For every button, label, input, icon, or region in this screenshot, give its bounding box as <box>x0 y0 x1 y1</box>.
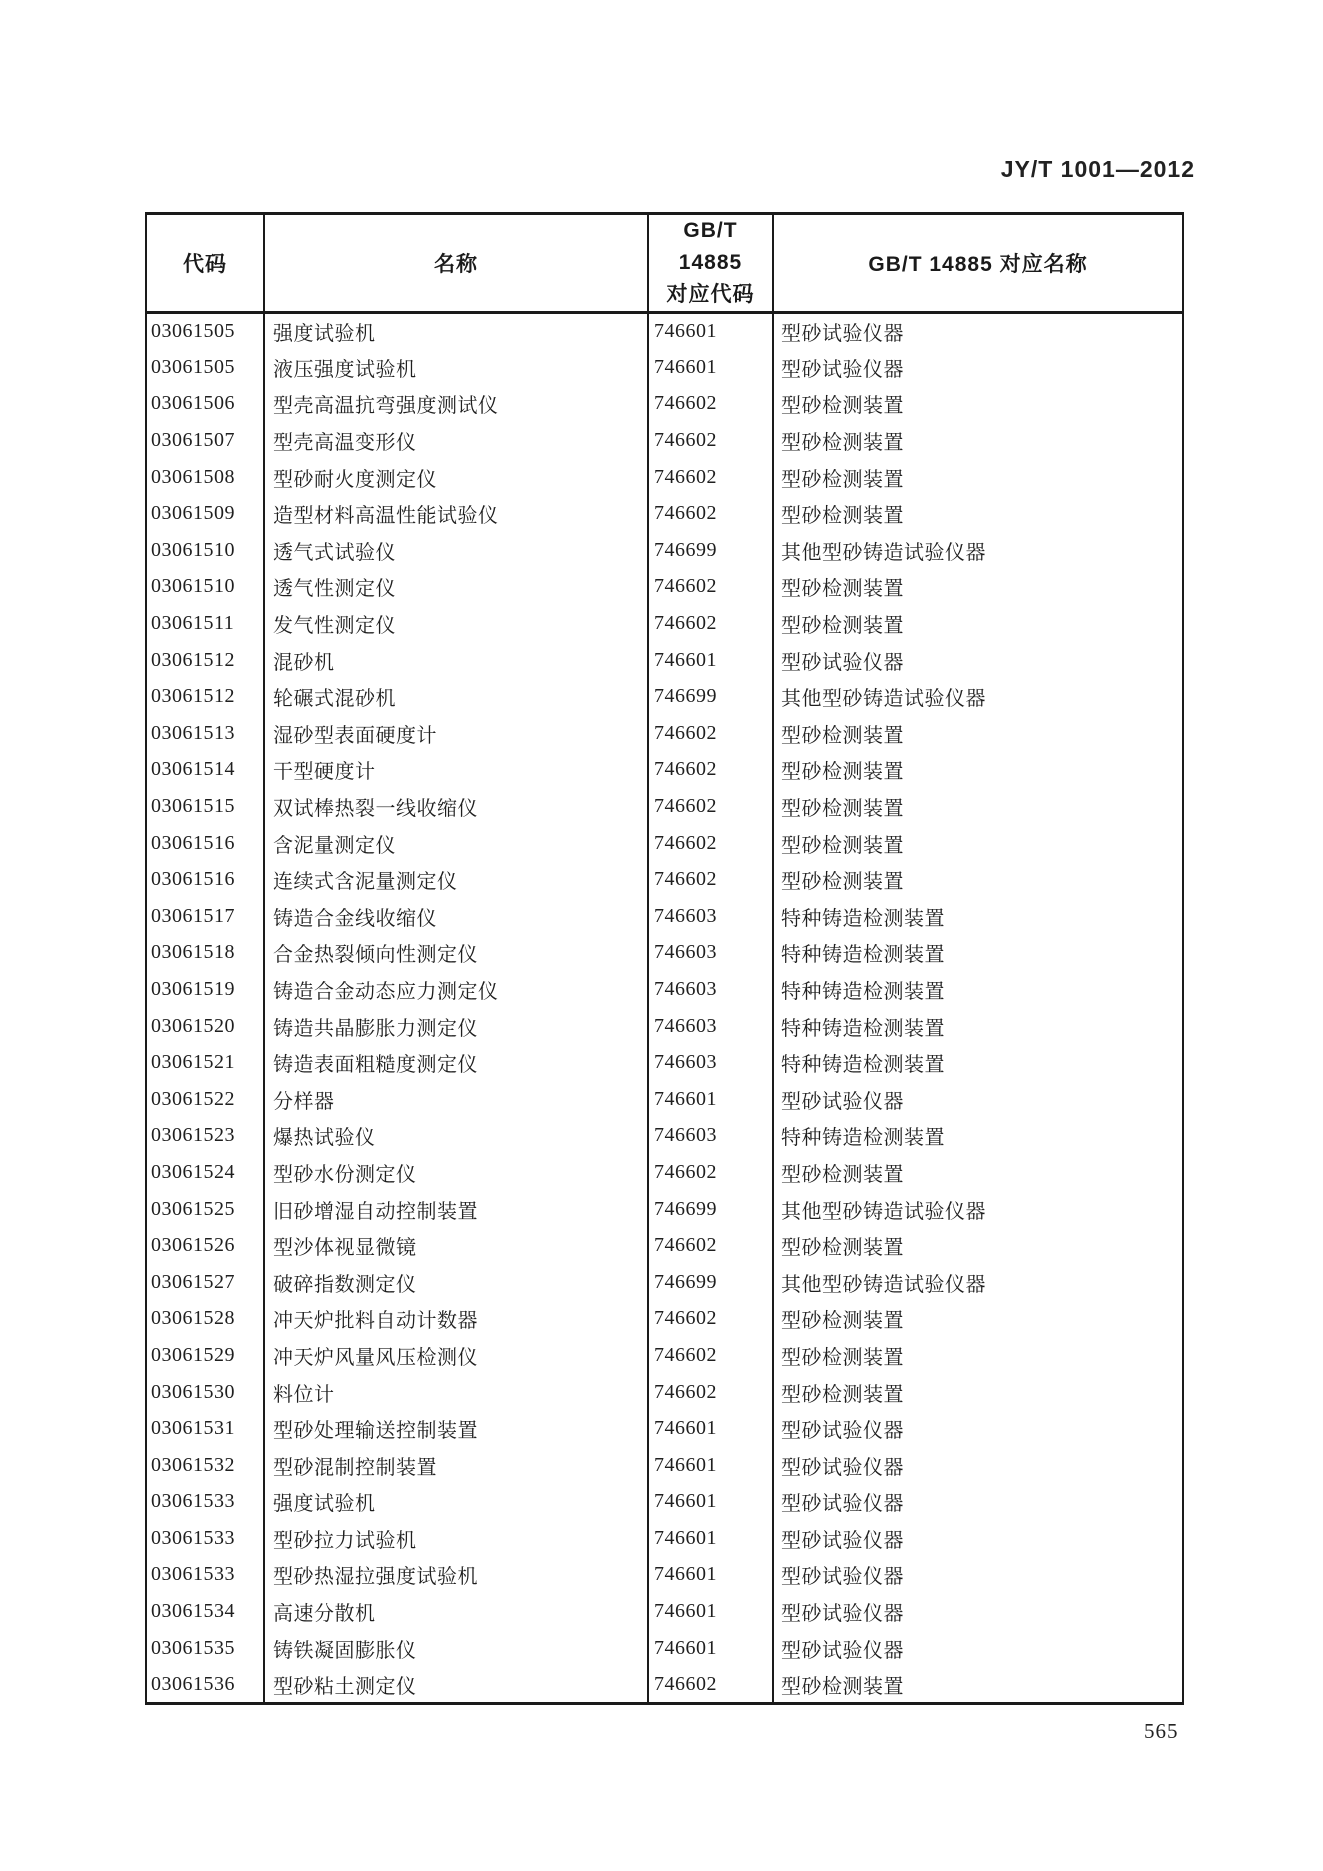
cell-name: 型沙体视显微镜 <box>264 1227 648 1264</box>
cell-name: 型砂混制控制装置 <box>264 1447 648 1484</box>
cell-gbt-name: 型砂试验仪器 <box>773 1630 1183 1667</box>
cell-gbt-code: 746602 <box>648 825 773 862</box>
cell-gbt-code: 746601 <box>648 1484 773 1521</box>
cell-gbt-code: 746601 <box>648 1593 773 1630</box>
cell-name: 冲天炉批料自动计数器 <box>264 1301 648 1338</box>
cell-gbt-name: 型砂检测装置 <box>773 1337 1183 1374</box>
table-row <box>146 495 1183 532</box>
cell-gbt-code: 746601 <box>648 1447 773 1484</box>
cell-gbt-code: 746699 <box>648 1264 773 1301</box>
cell-code: 03061525 <box>151 1197 235 1220</box>
cell-gbt-code: 746602 <box>648 1301 773 1338</box>
cell-gbt-code: 746603 <box>648 935 773 972</box>
table-row <box>146 1264 1183 1301</box>
cell-name: 型砂热湿拉强度试验机 <box>264 1557 648 1594</box>
table-row <box>146 752 1183 789</box>
table-row <box>146 1301 1183 1338</box>
cell-code: 03061516 <box>151 831 235 854</box>
cell-gbt-name: 特种铸造检测装置 <box>773 1044 1183 1081</box>
cell-name: 发气性测定仪 <box>264 605 648 642</box>
cell-gbt-name: 型砂检测装置 <box>773 715 1183 752</box>
cell-gbt-name: 型砂试验仪器 <box>773 1410 1183 1447</box>
table-body <box>146 313 1183 1704</box>
cell-name: 湿砂型表面硬度计 <box>264 715 648 752</box>
cell-gbt-name: 型砂检测装置 <box>773 1374 1183 1411</box>
table-row <box>146 1484 1183 1521</box>
cell-name: 铸铁凝固膨胀仪 <box>264 1630 648 1667</box>
cell-gbt-name: 其他型砂铸造试验仪器 <box>773 678 1183 715</box>
cell-code: 03061510 <box>151 575 235 598</box>
cell-gbt-code: 746602 <box>648 1666 773 1703</box>
cell-name: 混砂机 <box>264 642 648 679</box>
cell-code: 03061529 <box>151 1343 235 1366</box>
cell-code: 03061505 <box>151 320 235 343</box>
header-code <box>146 214 264 313</box>
cell-name: 透气式试验仪 <box>264 532 648 569</box>
cell-code: 03061511 <box>151 612 235 635</box>
cell-name: 冲天炉风量风压检测仪 <box>264 1337 648 1374</box>
cell-code: 03061533 <box>151 1490 235 1513</box>
table-row <box>146 1118 1183 1155</box>
cell-code: 03061522 <box>151 1087 235 1110</box>
cell-code: 03061531 <box>151 1417 235 1440</box>
cell-name: 铸造合金动态应力测定仪 <box>264 971 648 1008</box>
cell-code: 03061505 <box>151 355 235 378</box>
cell-gbt-code: 746602 <box>648 788 773 825</box>
cell-gbt-code: 746603 <box>648 971 773 1008</box>
cell-gbt-code: 746601 <box>648 642 773 679</box>
header-gbt-code-line1: GB/T 14885 <box>678 219 743 274</box>
cell-gbt-code: 746602 <box>648 1374 773 1411</box>
table-row <box>146 1374 1183 1411</box>
cell-code: 03061533 <box>151 1563 235 1586</box>
cell-gbt-name: 型砂检测装置 <box>773 605 1183 642</box>
table-row <box>146 422 1183 459</box>
cell-code: 03061512 <box>151 685 235 708</box>
cell-gbt-code: 746602 <box>648 715 773 752</box>
cell-name: 含泥量测定仪 <box>264 825 648 862</box>
cell-gbt-code: 746601 <box>648 1410 773 1447</box>
table-header-row <box>146 214 1183 313</box>
cell-name: 型砂拉力试验机 <box>264 1520 648 1557</box>
cell-gbt-name: 型砂检测装置 <box>773 1227 1183 1264</box>
cell-gbt-code: 746603 <box>648 1044 773 1081</box>
cell-code: 03061519 <box>151 977 235 1000</box>
cell-gbt-code: 746603 <box>648 1008 773 1045</box>
table-row <box>146 788 1183 825</box>
cell-gbt-name: 型砂检测装置 <box>773 1154 1183 1191</box>
table-row <box>146 1227 1183 1264</box>
cell-gbt-code: 746602 <box>648 386 773 423</box>
cell-name: 型砂粘土测定仪 <box>264 1666 648 1703</box>
cell-gbt-name: 型砂检测装置 <box>773 422 1183 459</box>
cell-code: 03061510 <box>151 538 235 561</box>
table-row <box>146 1008 1183 1045</box>
cell-name: 干型硬度计 <box>264 752 648 789</box>
cell-gbt-name: 型砂检测装置 <box>773 861 1183 898</box>
code-mapping-table <box>145 212 1184 1705</box>
cell-gbt-name: 型砂试验仪器 <box>773 1484 1183 1521</box>
header-name <box>264 214 648 313</box>
cell-gbt-name: 型砂检测装置 <box>773 825 1183 862</box>
cell-name: 分样器 <box>264 1081 648 1118</box>
table-row <box>146 386 1183 423</box>
table-row <box>146 1044 1183 1081</box>
cell-gbt-code: 746601 <box>648 1520 773 1557</box>
header-gbt-code-line2: 对应代码 <box>666 283 755 306</box>
table-row <box>146 678 1183 715</box>
cell-gbt-code: 746602 <box>648 861 773 898</box>
cell-gbt-name: 型砂试验仪器 <box>773 1081 1183 1118</box>
cell-gbt-code: 746602 <box>648 569 773 606</box>
cell-gbt-name: 特种铸造检测装置 <box>773 935 1183 972</box>
cell-gbt-name: 型砂检测装置 <box>773 459 1183 496</box>
cell-name: 爆热试验仪 <box>264 1118 648 1155</box>
cell-name: 轮碾式混砂机 <box>264 678 648 715</box>
cell-code: 03061524 <box>151 1160 235 1183</box>
cell-gbt-name: 型砂检测装置 <box>773 569 1183 606</box>
table-row <box>146 825 1183 862</box>
cell-gbt-name: 型砂试验仪器 <box>773 642 1183 679</box>
header-gbt-name-label: GB/T 14885 对应名称 <box>868 253 1088 276</box>
cell-gbt-code: 746602 <box>648 1227 773 1264</box>
cell-code: 03061508 <box>151 465 235 488</box>
cell-code: 03061516 <box>151 868 235 891</box>
cell-gbt-name: 型砂试验仪器 <box>773 349 1183 386</box>
table-row <box>146 1191 1183 1228</box>
header-code-label: 代码 <box>183 253 227 276</box>
cell-name: 型壳高温变形仪 <box>264 422 648 459</box>
cell-gbt-name: 其他型砂铸造试验仪器 <box>773 1264 1183 1301</box>
cell-gbt-code: 746699 <box>648 532 773 569</box>
cell-name: 强度试验机 <box>264 1484 648 1521</box>
cell-gbt-code: 746601 <box>648 1081 773 1118</box>
cell-code: 03061526 <box>151 1234 235 1257</box>
table-row <box>146 898 1183 935</box>
cell-name: 型砂水份测定仪 <box>264 1154 648 1191</box>
cell-code: 03061536 <box>151 1672 235 1695</box>
table-row <box>146 605 1183 642</box>
table-row <box>146 459 1183 496</box>
page-number: 565 <box>1144 1719 1179 1743</box>
cell-gbt-name: 型砂试验仪器 <box>773 1447 1183 1484</box>
cell-gbt-name: 型砂检测装置 <box>773 1301 1183 1338</box>
cell-gbt-name: 型砂试验仪器 <box>773 313 1183 350</box>
cell-gbt-code: 746602 <box>648 605 773 642</box>
cell-gbt-name: 型砂检测装置 <box>773 788 1183 825</box>
cell-name: 旧砂增湿自动控制装置 <box>264 1191 648 1228</box>
cell-name: 型砂耐火度测定仪 <box>264 459 648 496</box>
cell-gbt-name: 特种铸造检测装置 <box>773 1118 1183 1155</box>
cell-gbt-name: 型砂检测装置 <box>773 495 1183 532</box>
table-row <box>146 1410 1183 1447</box>
cell-gbt-name: 型砂检测装置 <box>773 752 1183 789</box>
cell-gbt-name: 特种铸造检测装置 <box>773 898 1183 935</box>
cell-gbt-code: 746602 <box>648 495 773 532</box>
cell-code: 03061528 <box>151 1307 235 1330</box>
cell-gbt-code: 746603 <box>648 1118 773 1155</box>
cell-gbt-code: 746601 <box>648 1630 773 1667</box>
doc-number: JY/T 1001—2012 <box>1000 156 1195 182</box>
cell-code: 03061515 <box>151 795 235 818</box>
cell-name: 双试棒热裂一线收缩仪 <box>264 788 648 825</box>
cell-code: 03061512 <box>151 648 235 671</box>
cell-gbt-code: 746602 <box>648 422 773 459</box>
cell-name: 合金热裂倾向性测定仪 <box>264 935 648 972</box>
table-row <box>146 1447 1183 1484</box>
cell-code: 03061518 <box>151 941 235 964</box>
table-row <box>146 935 1183 972</box>
header-gbt-name <box>773 214 1183 313</box>
cell-gbt-code: 746603 <box>648 898 773 935</box>
table-row <box>146 532 1183 569</box>
cell-gbt-code: 746699 <box>648 1191 773 1228</box>
cell-name: 连续式含泥量测定仪 <box>264 861 648 898</box>
cell-name: 料位计 <box>264 1374 648 1411</box>
cell-gbt-code: 746601 <box>648 1557 773 1594</box>
cell-gbt-code: 746602 <box>648 1337 773 1374</box>
cell-gbt-name: 型砂试验仪器 <box>773 1557 1183 1594</box>
cell-gbt-name: 型砂试验仪器 <box>773 1520 1183 1557</box>
cell-gbt-name: 型砂检测装置 <box>773 1666 1183 1703</box>
cell-gbt-name: 型砂试验仪器 <box>773 1593 1183 1630</box>
cell-name: 型壳高温抗弯强度测试仪 <box>264 386 648 423</box>
cell-gbt-code: 746602 <box>648 1154 773 1191</box>
table-row <box>146 349 1183 386</box>
cell-name: 高速分散机 <box>264 1593 648 1630</box>
cell-code: 03061520 <box>151 1014 235 1037</box>
cell-gbt-name: 其他型砂铸造试验仪器 <box>773 532 1183 569</box>
cell-name: 破碎指数测定仪 <box>264 1264 648 1301</box>
table-row <box>146 1154 1183 1191</box>
cell-code: 03061523 <box>151 1124 235 1147</box>
table-row <box>146 1593 1183 1630</box>
cell-code: 03061533 <box>151 1526 235 1549</box>
table-row <box>146 1666 1183 1703</box>
cell-name: 铸造合金线收缩仪 <box>264 898 648 935</box>
cell-name: 造型材料高温性能试验仪 <box>264 495 648 532</box>
cell-gbt-code: 746602 <box>648 752 773 789</box>
cell-name: 型砂处理输送控制装置 <box>264 1410 648 1447</box>
cell-code: 03061530 <box>151 1380 235 1403</box>
header-gbt-code <box>648 214 773 313</box>
cell-code: 03061513 <box>151 721 235 744</box>
table-row <box>146 569 1183 606</box>
cell-code: 03061517 <box>151 904 235 927</box>
cell-gbt-name: 特种铸造检测装置 <box>773 971 1183 1008</box>
cell-gbt-code: 746602 <box>648 459 773 496</box>
cell-code: 03061535 <box>151 1636 235 1659</box>
table-row <box>146 1081 1183 1118</box>
table-row <box>146 1520 1183 1557</box>
cell-gbt-name: 特种铸造检测装置 <box>773 1008 1183 1045</box>
cell-name: 透气性测定仪 <box>264 569 648 606</box>
cell-name: 液压强度试验机 <box>264 349 648 386</box>
cell-gbt-code: 746699 <box>648 678 773 715</box>
cell-code: 03061514 <box>151 758 235 781</box>
cell-name: 铸造共晶膨胀力测定仪 <box>264 1008 648 1045</box>
table-row <box>146 1630 1183 1667</box>
cell-code: 03061534 <box>151 1600 235 1623</box>
header-name-label: 名称 <box>434 253 478 276</box>
cell-gbt-name: 型砂检测装置 <box>773 386 1183 423</box>
cell-gbt-code: 746601 <box>648 313 773 350</box>
table-row <box>146 642 1183 679</box>
cell-code: 03061506 <box>151 392 235 415</box>
table-row <box>146 971 1183 1008</box>
cell-name: 强度试验机 <box>264 313 648 350</box>
cell-gbt-code: 746601 <box>648 349 773 386</box>
cell-name: 铸造表面粗糙度测定仪 <box>264 1044 648 1081</box>
table-row <box>146 1337 1183 1374</box>
table-row <box>146 313 1183 350</box>
cell-code: 03061509 <box>151 502 235 525</box>
cell-code: 03061527 <box>151 1270 235 1293</box>
cell-code: 03061532 <box>151 1453 235 1476</box>
cell-code: 03061521 <box>151 1051 235 1074</box>
table-row <box>146 1557 1183 1594</box>
cell-gbt-name: 其他型砂铸造试验仪器 <box>773 1191 1183 1228</box>
table-row <box>146 861 1183 898</box>
table-row <box>146 715 1183 752</box>
cell-code: 03061507 <box>151 429 235 452</box>
